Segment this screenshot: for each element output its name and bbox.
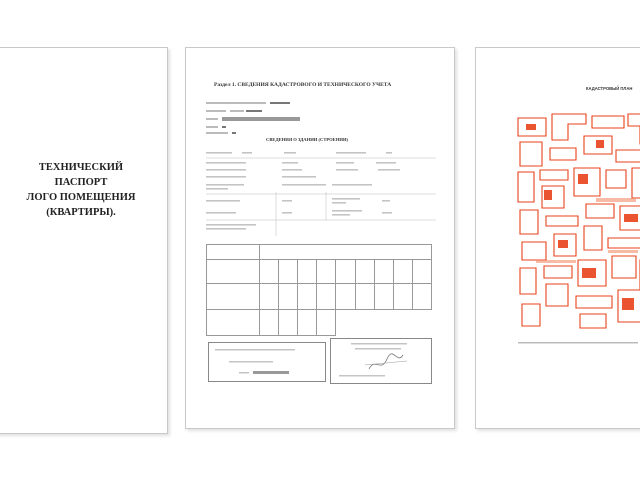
building-info-rows <box>206 150 436 242</box>
cadastral-map-page <box>475 47 640 429</box>
signature-box <box>330 338 432 384</box>
floor-grid-table <box>206 244 432 336</box>
passport-form-page <box>185 47 455 429</box>
map-title: КАДАСТРОВЫЙ ПЛАН <box>586 86 633 91</box>
map-caption-lines <box>518 341 640 345</box>
section-title: Раздел 1. СВЕДЕНИЯ КАДАСТРОВОГО И ТЕХНИЧЕСКОГО УЧЕТА <box>214 82 392 88</box>
city-map-fragment <box>516 110 640 330</box>
cover-title: ТЕХНИЧЕСКИЙ ПАСПОРТ ЛОГО ПОМЕЩЕНИЯ (КВАРТИРЫ). <box>26 162 136 218</box>
organization-stamp-box <box>208 342 326 382</box>
passport-cover-page <box>0 47 168 434</box>
subsection-title: СВЕДЕНИЯ О ЗДАНИИ (СТРОЕНИИ) <box>266 137 349 142</box>
stamp-box-lines <box>209 343 325 381</box>
header-fields <box>206 100 326 134</box>
signature-icon <box>331 339 431 383</box>
